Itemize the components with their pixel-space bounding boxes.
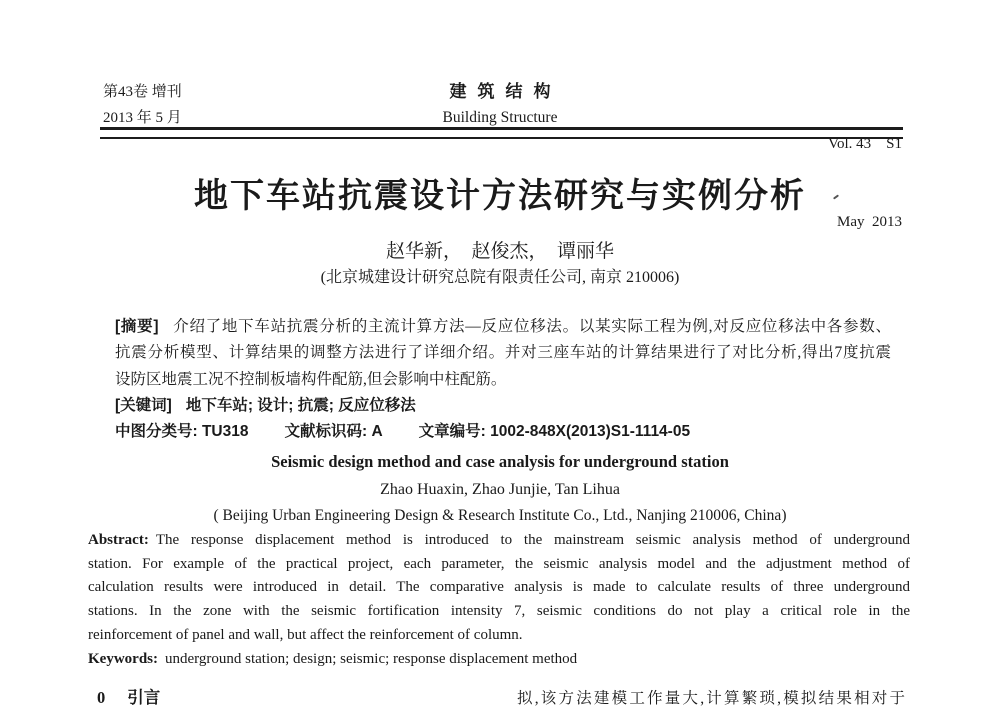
date-en: May 2013 <box>837 214 902 230</box>
abstract-en-line: station. For example of the practical project, each parameter, the seismic analysis model and the adjustment method of <box>88 555 910 572</box>
abstract-cn-line: 设防区地震工况不控制板墙构件配筋,但会影响中柱配筋。 <box>115 370 507 388</box>
keywords-cn-line <box>115 393 891 419</box>
article-title-en: Seismic design method and case analysis for underground station <box>271 452 729 471</box>
abstract-en-text-1: The response displacement method is introduced to the mainstream seismic analysis method of underground <box>155 532 910 548</box>
article-title-cn: 地下车站抗震设计方法研究与实例分析 <box>194 178 806 215</box>
clc-number: 中图分类号: TU318 <box>115 423 249 441</box>
article-id: 文章编号: 1002-848X(2013)S1-1114-05 <box>418 423 691 441</box>
abstract-label-cn: [摘要] <box>115 318 159 335</box>
authors-cn: 赵华新， 赵俊杰， 谭丽华 <box>385 241 614 262</box>
abstract-cn-text-1: 介绍了地下车站抗震分析的主流计算方法—反应位移法。以某实际工程为例,对反应位移法中各参数、 <box>172 318 891 335</box>
journal-name-en: Building Structure <box>442 109 558 126</box>
abstract-cn-line: 抗震分析模型、计算结果的调整方法进行了详细介绍。并对三座车站的计算结果进行了对比分析,得出7度抗震 <box>115 344 891 362</box>
abstract-block-cn <box>115 314 891 445</box>
volume-issue-cn: 第43卷 增刊 <box>103 84 182 100</box>
abstract-en-line: reinforcement of panel and wall, but affect the reinforcement of column. <box>88 626 523 643</box>
meta-cn-line <box>115 419 891 445</box>
date-cn: 2013 年 5 月 <box>103 110 182 126</box>
header-center <box>300 79 700 131</box>
keywords-label-en: Keywords: <box>88 650 158 667</box>
header-divider-rule <box>100 127 903 139</box>
abstract-en-line: stations. In the zone with the seismic fortification intensity 7, seismic conditions do not play a critical role in the <box>88 603 910 620</box>
right-column-text: 拟,该方法建模工作量大,计算繁琐,模拟结果相对于 <box>517 690 905 707</box>
affiliation-en: ( Beijing Urban Engineering Design & Research Institute Co., Ltd., Nanjing 210006, China) <box>213 507 787 524</box>
abstract-en-line: calculation results were introduced in detail. The comparative analysis is made to calculate results of three underground <box>88 579 910 596</box>
section-title: 引言 <box>127 689 161 707</box>
journal-name-cn: 建筑结构 <box>449 82 562 101</box>
volume-issue-en: Vol. 43 S1 <box>828 136 902 152</box>
section-number: 0 <box>97 688 106 707</box>
abstract-cn-line <box>115 314 891 340</box>
abstract-en-line <box>88 529 910 553</box>
abstract-label-en: Abstract: <box>88 532 149 548</box>
keywords-cn-text: 地下车站; 设计; 抗震; 反应位移法 <box>185 396 416 414</box>
affiliation-cn: (北京城建设计研究总院有限责任公司, 南京 210006) <box>320 269 680 286</box>
document-code: 文献标识码: A <box>284 423 383 441</box>
keywords-en-text: underground station; design; seismic; response displacement method <box>165 650 578 667</box>
section-0-heading <box>97 684 160 708</box>
abstract-block-en <box>88 529 910 671</box>
authors-en: Zhao Huaxin, Zhao Junjie, Tan Lihua <box>380 481 620 498</box>
keywords-en-line <box>88 648 910 672</box>
keywords-label-cn: [关键词] <box>115 396 172 414</box>
header-left <box>103 79 182 131</box>
